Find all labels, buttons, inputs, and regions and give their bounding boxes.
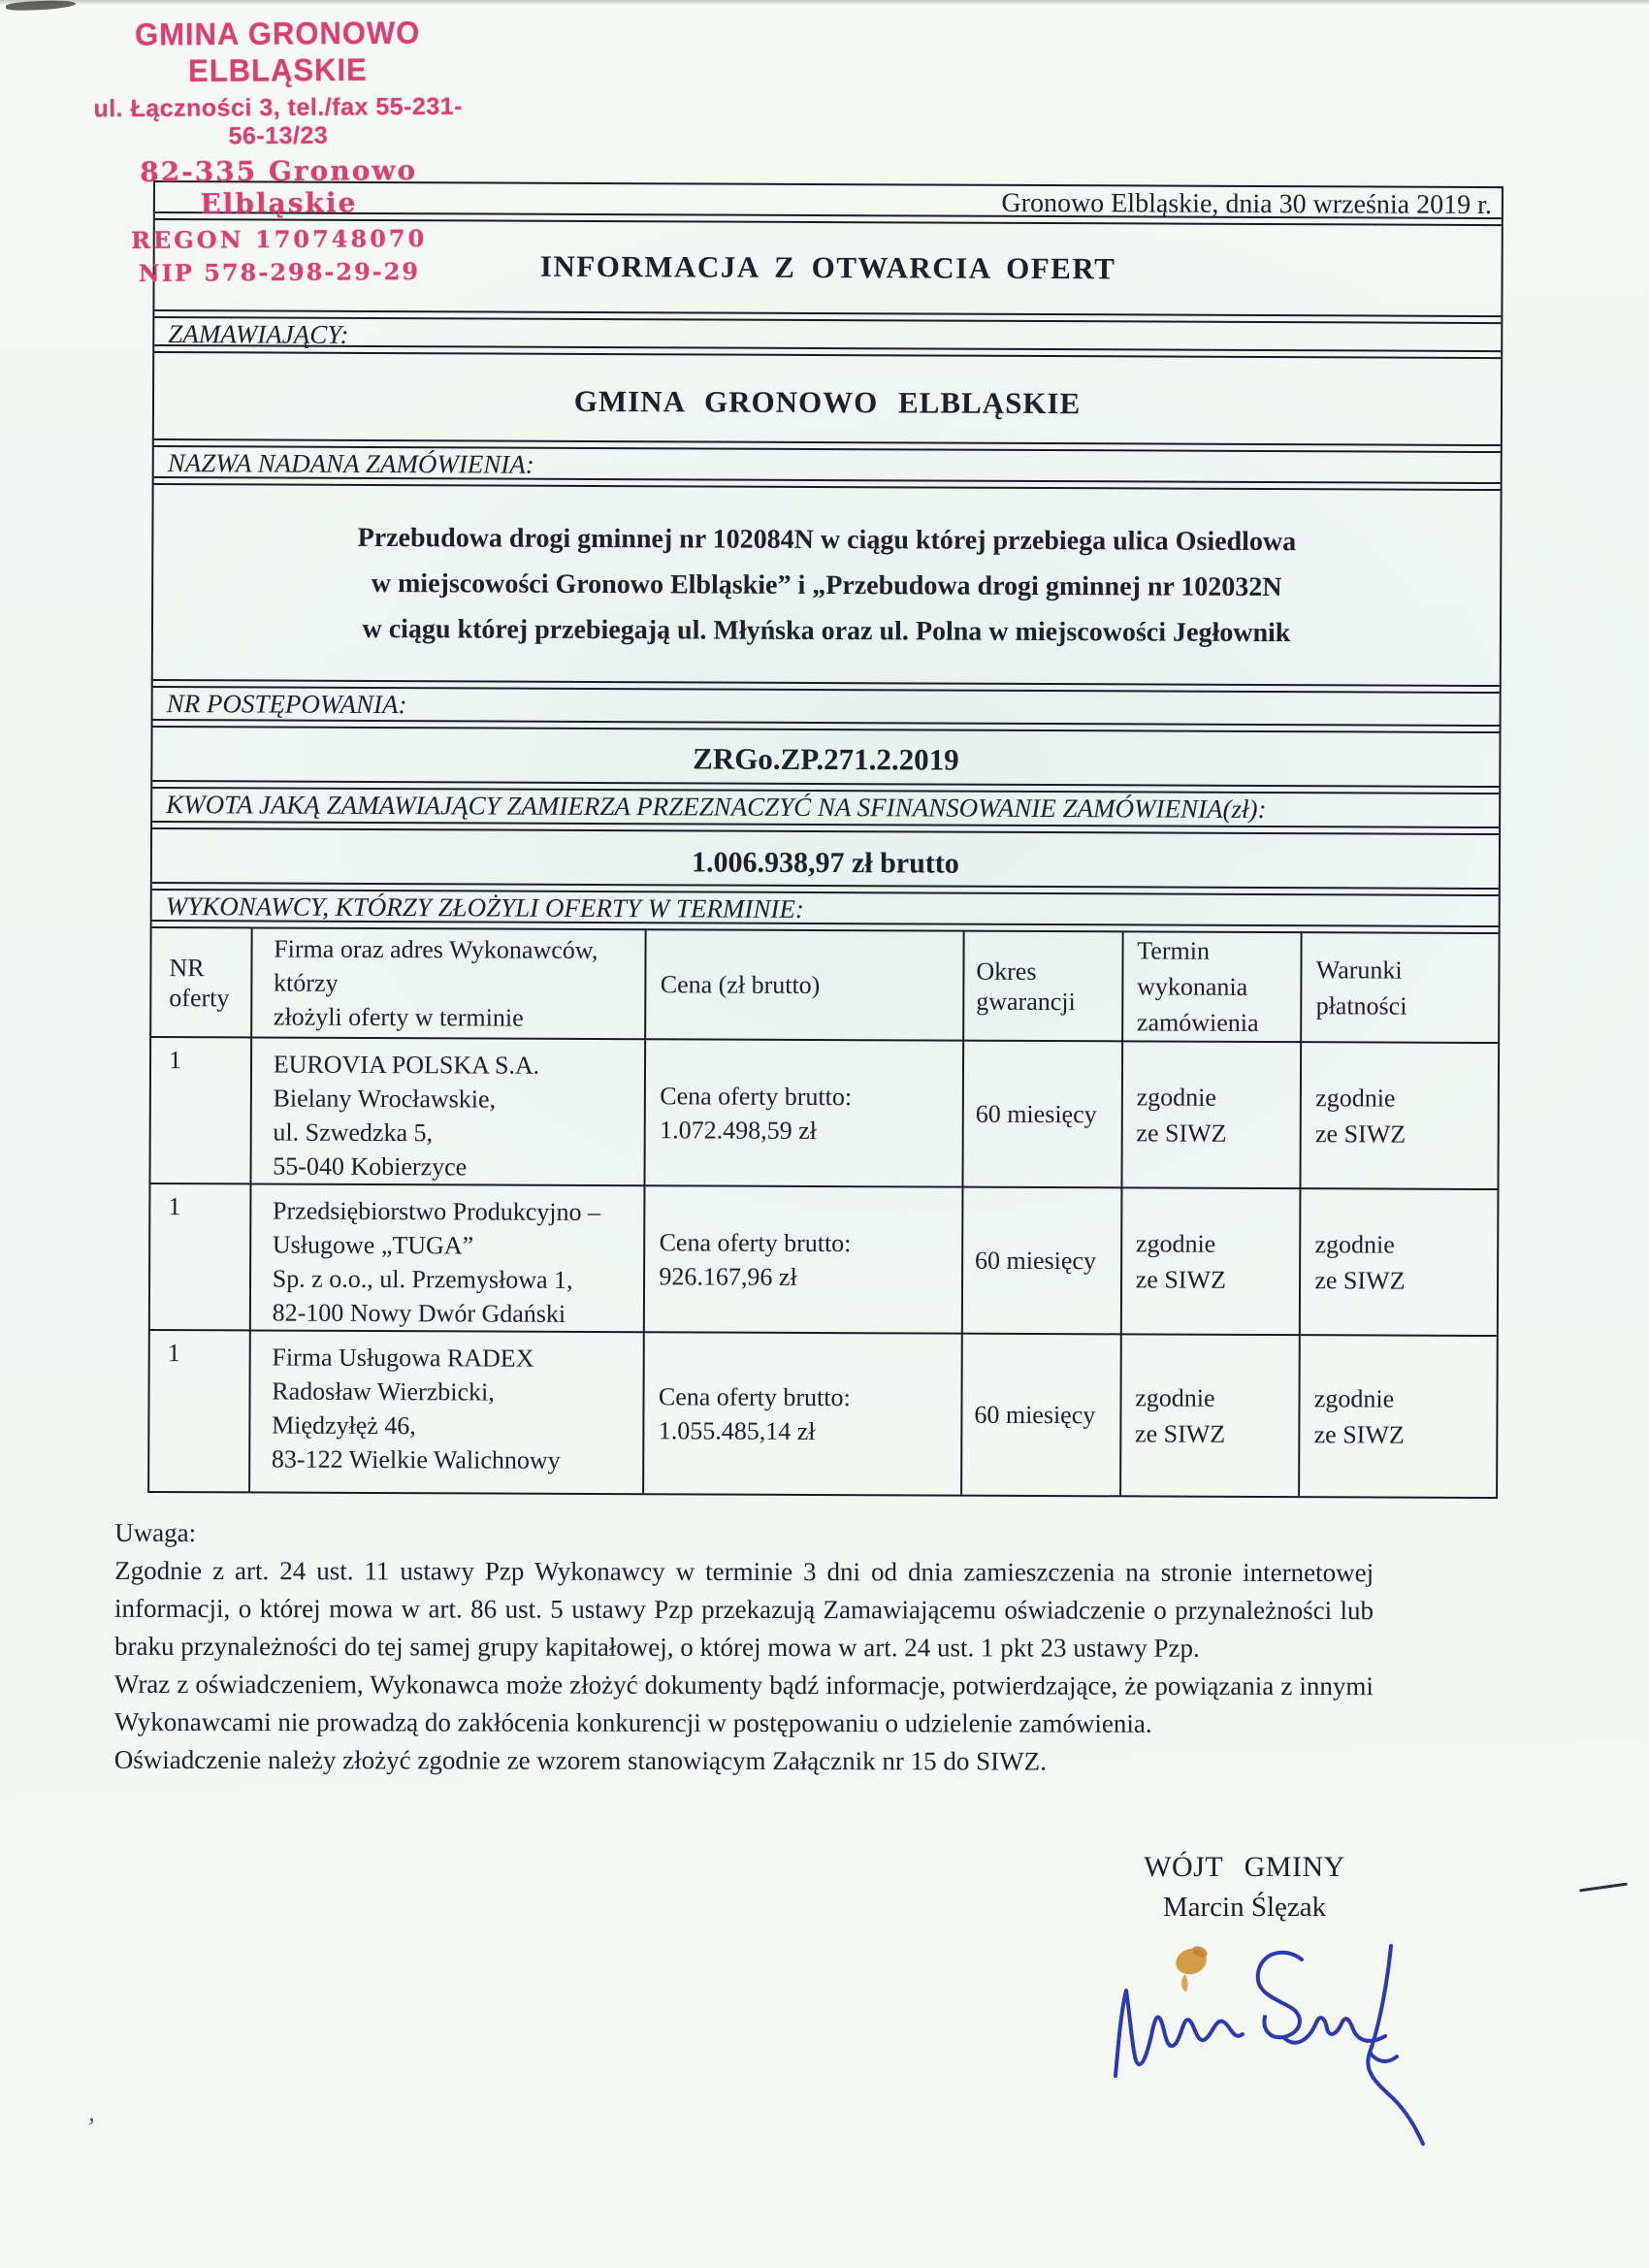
offer-cena: Cena oferty brutto: 1.055.485,14 zł <box>643 1332 961 1494</box>
offers-table <box>149 926 1499 1497</box>
document-frame <box>147 180 1504 1499</box>
signatory-name: Marcin Ślęzak <box>1162 1892 1327 1923</box>
value-kwota-row <box>152 827 1499 890</box>
stamp-regon: REGON 170748070 <box>130 223 428 255</box>
scan-artifact-top-band <box>0 0 1649 5</box>
scan-artifact-stray-line <box>1579 1883 1628 1893</box>
stamp-nip: NIP 578-298-29-29 <box>138 256 421 288</box>
label-nr-postepowania: NR POSTĘPOWANIA: <box>153 686 1500 727</box>
notes-paragraph-3: Oświadczenie należy złożyć zgodnie ze wzorem stanowiącym Załącznik nr 15 do SIWZ. <box>113 1744 1047 1776</box>
signature-strokes <box>1116 1946 1423 2144</box>
col-header-termin-wykonania: Termin wykonania zamówienia <box>1122 931 1302 1042</box>
value-nr-postepowania: ZRGo.ZP.271.2.2019 <box>693 741 959 777</box>
notes-section <box>114 1514 1374 1781</box>
label-kwota: KWOTA JAKĄ ZAMAWIAJĄCY ZAMIERZA PRZEZNACZYĆ NA SFINANSOWANIE ZAMÓWIENIA(zł): <box>152 787 1499 828</box>
col-header-nr-oferty: NR oferty <box>151 927 251 1037</box>
stamp-address-phone: ul. Łączności 3, tel./fax 55-231-56-13/23 <box>93 92 464 150</box>
col-header-firma: Firma oraz adres Wykonawców, którzy złożyli oferty w terminie <box>251 927 646 1039</box>
document-title: INFORMACJA Z OTWARCIA OFERT <box>539 248 1116 286</box>
value-zamawiajacy: GMINA GRONOWO ELBLĄSKIE <box>573 383 1082 421</box>
offer-okres: 60 miesięcy <box>961 1334 1121 1496</box>
offer-row-eurovia <box>150 1037 1498 1189</box>
ink-stain <box>1173 1944 1210 1992</box>
handwritten-signature <box>1057 1921 1465 2158</box>
office-stamp <box>79 16 478 288</box>
offer-nr: 1 <box>150 1183 250 1330</box>
offer-termin: zgodnie ze SIWZ <box>1120 1334 1300 1496</box>
signature-block <box>1084 1851 1405 1924</box>
notes-paragraph-2: Wraz z oświadczeniem, Wykonawca może złożyć dokumenty bądź informacje, potwierdzające, że powiązania z innymi Wykonawcami nie prowadzą do zakłócenia konkurencji w postępowaniu o udzielenie zamówienia. <box>113 1669 1374 1738</box>
stamp-org-name: GMINA GRONOWO ELBLĄSKIE <box>134 15 421 89</box>
value-nazwa-row <box>153 483 1501 687</box>
signatory-title: WÓJT GMINY <box>1144 1851 1345 1883</box>
offers-table-header-row <box>151 927 1498 1043</box>
offer-row-radex <box>149 1330 1497 1497</box>
offer-okres: 60 miesięcy <box>962 1187 1121 1335</box>
value-nr-row <box>152 726 1499 788</box>
label-zamawiajacy: ZAMAWIAJĄCY: <box>154 316 1501 352</box>
col-header-warunki-platnosci: Warunki płatności <box>1301 932 1498 1043</box>
col-header-okres-gwarancji: Okres gwarancji <box>963 931 1122 1042</box>
notes-paragraph-1: Zgodnie z art. 24 ust. 11 ustawy Pzp Wykonawcy w terminie 3 dni od dnia zamieszczenia na stronie internetowej informacji, o której mowa w art. 86 ust. 5 ustawy Pzp przekazują Zamawiającemu oświadczenie o przynależności lub braku przynależności do tej samej grupy kapitałowej, o której mowa w art. 24 ust. 1 pkt 23 ustawy Pzp. <box>113 1555 1374 1663</box>
offer-okres: 60 miesięcy <box>962 1041 1121 1188</box>
notes-heading: Uwaga: <box>114 1517 197 1548</box>
offer-cena: Cena oferty brutto: 1.072.498,59 zł <box>645 1039 963 1186</box>
offer-warunki: zgodnie ze SIWZ <box>1300 1188 1497 1336</box>
offer-firma: Przedsiębiorstwo Produkcyjno – Usługowe „TUGA” Sp. z o.o., ul. Przemysłowa 1, 82-100 Nowy Dwór Gdański <box>250 1183 645 1332</box>
value-nazwa-zamowienia: Przebudowa drogi gminnej nr 102084N w ciągu której przebiega ulica Osiedlowa w miejscowości Gronowo Elbląskie” i „Przebudowa drogi gminnej nr 102032N w ciągu której przebiegają ul. Młyńska oraz ul. Polna w miejscowości Jegłownik <box>357 522 1297 648</box>
document-date: Gronowo Elbląskie, dnia 30 września 2019 r. <box>1001 187 1492 221</box>
label-nazwa-zamowienia: NAZWA NADANA ZAMÓWIENIA: <box>154 445 1501 484</box>
offer-cena: Cena oferty brutto: 926.167,96 zł <box>644 1185 962 1333</box>
offer-row-tuga <box>150 1183 1498 1336</box>
col-header-cena: Cena (zł brutto) <box>646 929 964 1040</box>
offer-firma: EUROVIA POLSKA S.A. Bielany Wrocławskie, ul. Szwedzka 5, 55-040 Kobierzyce <box>250 1037 645 1185</box>
label-wykonawcy: WYKONAWCY, KTÓRZY ZŁOŻYLI OFERTY W TERMINIE: <box>152 889 1499 927</box>
offer-firma: Firma Usługowa RADEX Radosław Wierzbicki, Międzyłęż 46, 83-122 Wielkie Walichnowy <box>249 1330 644 1493</box>
stamp-postal-city: 82-335 Gronowo Elbląskie <box>140 154 418 220</box>
offer-warunki: zgodnie ze SIWZ <box>1299 1335 1496 1497</box>
scan-artifact-corner-smudge <box>6 0 76 12</box>
offer-nr: 1 <box>150 1037 250 1183</box>
value-zamawiajacy-row <box>154 351 1501 446</box>
scan-artifact-stray-mark: ’ <box>87 2113 96 2141</box>
offer-termin: zgodnie ze SIWZ <box>1121 1041 1301 1188</box>
offer-nr: 1 <box>149 1330 249 1491</box>
value-kwota: 1.006.938,97 zł brutto <box>691 846 959 880</box>
offer-termin: zgodnie ze SIWZ <box>1121 1187 1301 1335</box>
offer-warunki: zgodnie ze SIWZ <box>1301 1042 1498 1189</box>
